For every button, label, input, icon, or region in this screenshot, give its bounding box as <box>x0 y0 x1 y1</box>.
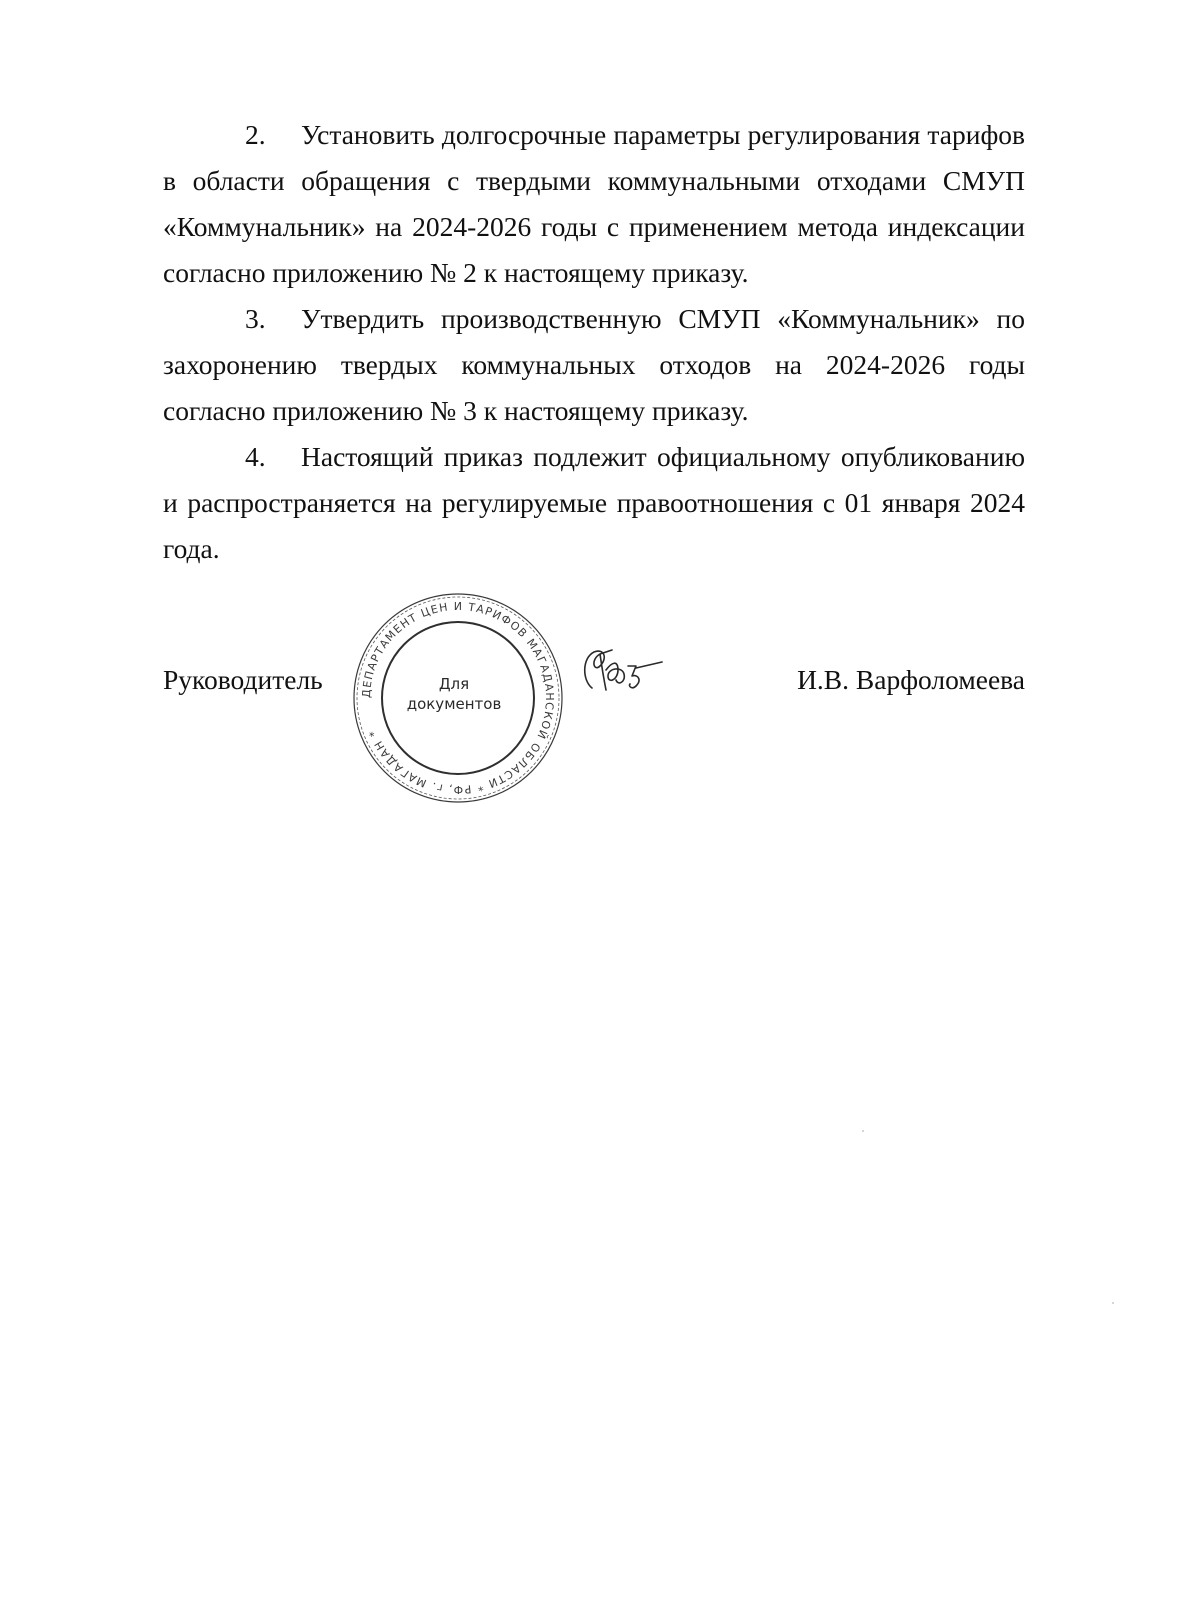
scan-speck <box>862 1130 864 1132</box>
seal-center-line-2: документов <box>406 695 502 713</box>
scan-speck <box>1112 1302 1114 1304</box>
signature-stroke <box>585 650 662 690</box>
official-seal <box>350 590 566 806</box>
paragraph-text: Утвердить производственную СМУП «Коммунальник» по захоронению твердых коммунальных отходов на 2024-2026 годы согласно приложению № 3 к настоящему приказу. <box>163 303 1025 426</box>
document-body <box>163 112 1025 572</box>
paragraph-4 <box>163 434 1025 572</box>
paragraph-text: Настоящий приказ подлежит официальному опубликованию и распространяется на регулируемые правоотношения с 01 января 2024 года. <box>163 441 1025 564</box>
seal-ring-text: ДЕПАРТАМЕНТ ЦЕН И ТАРИФОВ МАГАДАНСКОЙ ОБЛАСТИ * РФ, г. МАГАДАН * <box>359 599 557 797</box>
paragraph-number: 3. <box>245 303 266 334</box>
handwritten-signature <box>578 640 668 704</box>
paragraph-2 <box>163 112 1025 296</box>
signatory-name: И.В. Варфоломеева <box>797 664 1025 695</box>
signatory-position: Руководитель <box>163 664 323 695</box>
paragraph-text: Установить долгосрочные параметры регулирования тарифов в области обращения с твердыми коммунальными отходами СМУП «Коммунальник» на 2024-2026 годы с применением метода индексации согласно приложению № 2 к настоящему приказу. <box>163 119 1025 288</box>
seal-center-line-1: Для <box>438 675 470 693</box>
paragraph-number: 2. <box>245 119 266 150</box>
paragraph-3 <box>163 296 1025 434</box>
paragraph-number: 4. <box>245 441 266 472</box>
